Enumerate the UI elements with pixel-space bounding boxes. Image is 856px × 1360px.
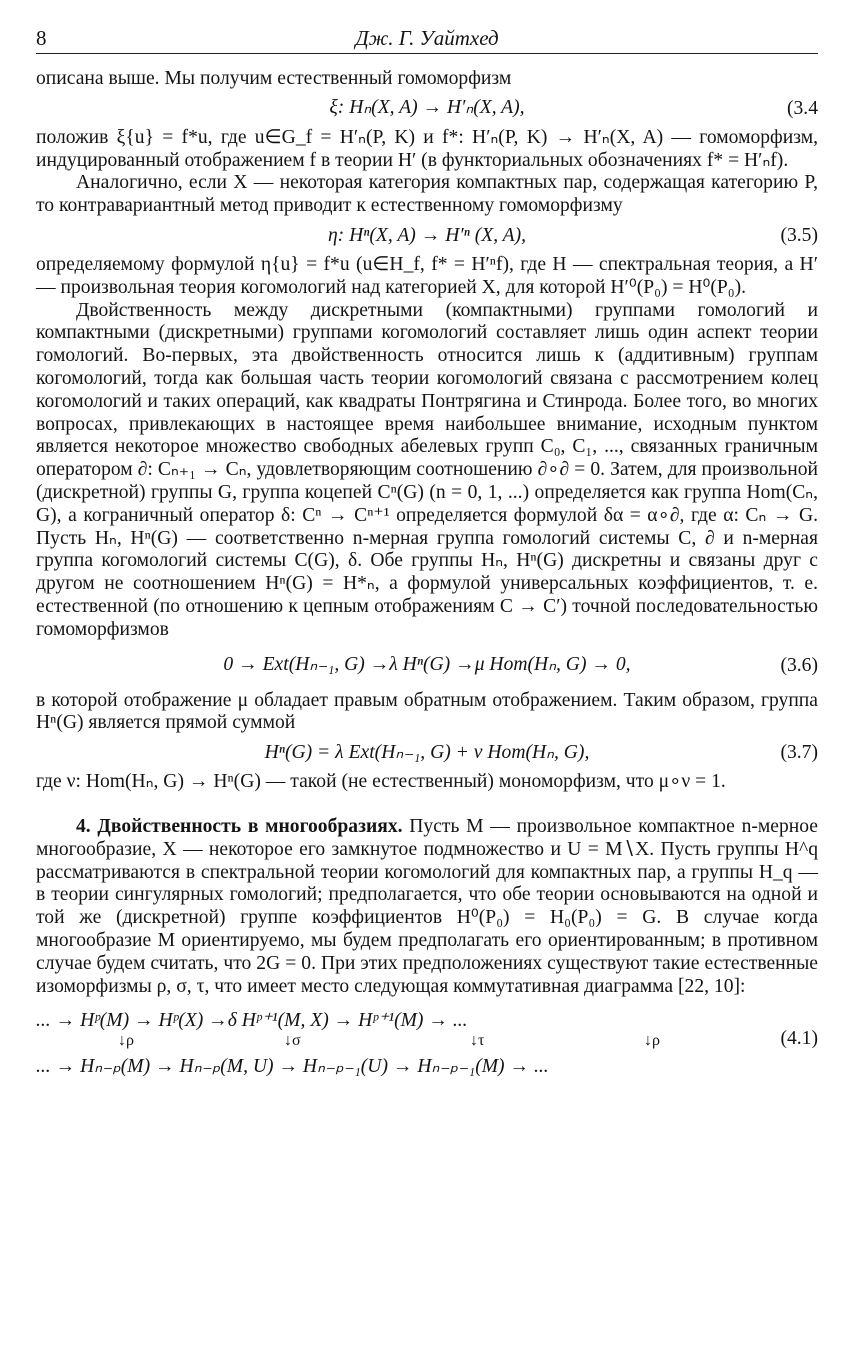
paragraph-3: Аналогично, если X — некоторая категория компактных пар, содержащая категорию P, то контравариантный метод приводит к естественному гомоморфизму	[36, 172, 818, 217]
equation-3-5-number: (3.5)	[780, 224, 818, 246]
equation-3-5-body: η: Hⁿ(X, A) → H′ⁿ (X, A),	[327, 224, 527, 246]
commutative-diagram-4-1	[36, 1008, 818, 1092]
diagram-arrow-rho-1: ↓ρ	[118, 1032, 134, 1050]
equation-3-7-body: Hⁿ(G) = λ Ext(Hₙ₋₁, G) + ν Hom(Hₙ, G),	[264, 741, 590, 763]
diagram-number: (4.1)	[780, 1028, 818, 1050]
diagram-bottom-row: ... → Hₙ₋ₚ(M) → Hₙ₋ₚ(M, U) → Hₙ₋ₚ₋₁(U) → Hₙ₋ₚ₋₁(M) → ...	[36, 1056, 549, 1078]
paragraph-2: положив ξ{u} = f*u, где u∈G_f = H′ₙ(P, K) и f*: H′ₙ(P, K) → H′ₙ(X, A) — гомоморфизм, индуцированный отображением f в теории H′ (в функториальных обозначениях f* = H′ₙf).	[36, 126, 818, 171]
equation-3-7-number: (3.7)	[780, 742, 818, 764]
running-header	[36, 26, 818, 52]
paragraph-5: Двойственность между дискретными (компактными) группами гомологий и компактными (дискретными) группами когомологий составляет лишь один аспект теории гомологий. Во-первых, эта двойственность относится лишь к (аддитивным) группам когомологий, тогда как большая часть теории когомологий связана с рассмотрением колец когомологий и таких операций, как квадраты Понтрягина и Стинрода. Более того, во многих вопросах, привлекающих в настоящее время наибольшее внимание, исходным пунктом является некоторое множество свободных абелевых групп C₀, C₁, ..., связанных граничным оператором ∂: Cₙ₊₁ → Cₙ, удовлетворяющим соотношению ∂∘∂ = 0. Затем, для произвольной (дискретной) группы G, группа коцепей Cⁿ(G) (n = 0, 1, ...) определяется как группа Hom(Cₙ, G), а кограничный оператор δ: Cⁿ → Cⁿ⁺¹ определяется формулой δα = α∘∂, где α: Cₙ → G. Пусть Hₙ, Hⁿ(G) — соответственно n-мерная группа гомологий системы C, ∂ и n-мерная группа когомологий системы C(G), δ. Обе группы Hₙ, Hⁿ(G) дискретны и связаны друг с другом не соотношением Hⁿ(G) = H*ₙ, а формулой универсальных коэффициентов, т. е. естественной (по отношению к цепным отображениям C → C′) точной последовательностью гомоморфизмов	[36, 299, 818, 640]
paragraph-6: в которой отображение μ обладает правым обратным отображением. Таким образом, группа Hⁿ(G) является прямой суммой	[36, 689, 818, 734]
equation-3-4-body: ξ: Hₙ(X, A) → H′ₙ(X, A),	[329, 97, 525, 119]
diagram-arrow-tau: ↓τ	[470, 1032, 485, 1050]
equation-3-6-number: (3.6)	[780, 654, 818, 676]
paragraph-4: определяемому формулой η{u} = f*u (u∈H_f, f* = H′ⁿf), где H — спектральная теория, а H′ — произвольная теория когомологий над категорией X, для которой H′⁰(P₀) = H⁰(P₀).	[36, 253, 818, 298]
diagram-top-row: ... → Hᵖ(M) → Hᵖ(X) →δ Hᵖ⁺¹(M, X) → Hᵖ⁺¹(M) → ...	[36, 1010, 468, 1032]
diagram-arrow-rho-2: ↓ρ	[644, 1032, 660, 1050]
section-4-paragraph	[36, 816, 818, 998]
section-4-text: Пусть M — произвольное компактное n-мерное многообразие, X — некоторое его замкнутое подмножество и U = M∖X. Пусть группы H^q рассматриваются в спектральной теории когомологий для компактных пар, а группы H_q — в теории сингулярных гомологий; предполагается, что обе теории основываются на одной и той же (дискретной) группе коэффициентов H⁰(P₀) = H₀(P₀) = G. В случае когда многообразие M ориентируемо, мы будем предполагать его ориентированным; в противном случае будем считать, что 2G = 0. При этих предположениях существуют такие естественные изоморфизмы ρ, σ, τ, что имеет место следующая коммутативная диаграмма [22, 10]:	[36, 815, 819, 997]
diagram-arrow-sigma: ↓σ	[284, 1032, 301, 1050]
paragraph-1: описана выше. Мы получим естественный гомоморфизм	[36, 68, 512, 89]
equation-3-4-number: (3.4	[786, 97, 818, 119]
running-title: Дж. Г. Уайтхед	[355, 26, 499, 50]
equation-3-6	[36, 642, 818, 690]
equation-3-4	[36, 91, 818, 127]
equation-3-6-body: 0 → Ext(Hₙ₋₁, G) →λ Hⁿ(G) →μ Hom(Hₙ, G) → 0,	[223, 654, 631, 676]
equation-3-5	[36, 218, 818, 254]
book-page	[36, 26, 818, 1092]
paragraph-7: где ν: Hom(Hₙ, G) → Hⁿ(G) — такой (не естественный) мономорфизм, что μ∘ν = 1.	[36, 771, 726, 793]
equation-3-7	[36, 735, 818, 771]
page-number: 8	[36, 26, 47, 50]
header-rule	[36, 53, 818, 54]
section-4-heading: 4. Двойственность в многообразиях.	[76, 815, 403, 837]
